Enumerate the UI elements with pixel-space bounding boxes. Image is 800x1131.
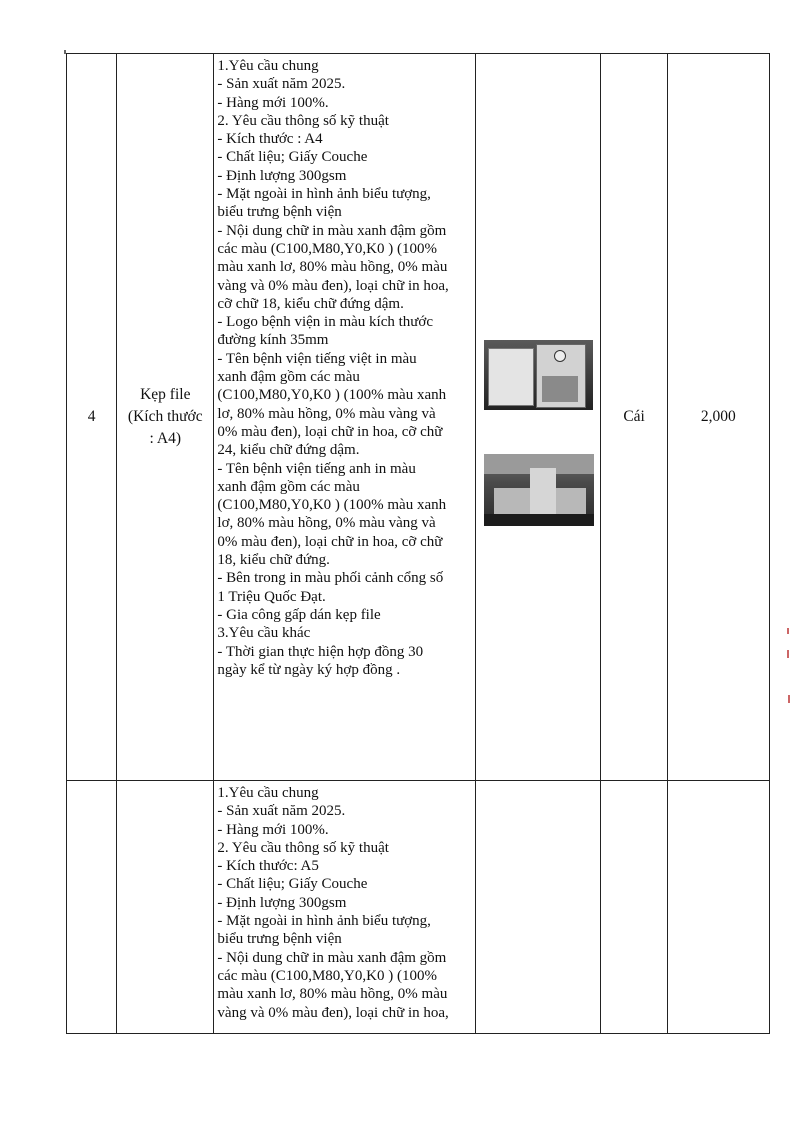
spec-line: các màu (C100,M80,Y0,K0 ) (100%	[217, 967, 437, 984]
spec-line: - Tên bệnh viện tiếng việt in màu	[217, 350, 417, 367]
folder-photo	[484, 340, 593, 410]
quantity-cell: 2,000	[667, 54, 769, 781]
image-cell	[476, 781, 601, 1034]
scan-speck	[787, 628, 789, 634]
spec-line: biểu trưng bệnh viện	[217, 931, 342, 948]
stt-cell: 4	[67, 54, 117, 781]
quantity-cell	[667, 781, 769, 1034]
spec-table	[66, 53, 770, 1034]
spec-line: - Định lượng 300gsm	[217, 167, 347, 184]
spec-line: (C100,M80,Y0,K0 ) (100% màu xanh	[217, 387, 447, 404]
spec-line: lơ, 80% màu hồng, 0% màu vàng và	[217, 515, 436, 532]
spec-line: - Logo bệnh viện in màu kích thước	[217, 314, 434, 331]
spec-line: màu xanh lơ, 80% màu hồng, 0% màu	[217, 259, 448, 276]
scan-speck	[64, 50, 66, 54]
spec-line: 1 Triệu Quốc Đạt.	[217, 588, 326, 605]
spec-line: - Định lượng 300gsm	[217, 894, 347, 911]
spec-line: vàng và 0% màu đen), loại chữ in hoa,	[217, 1004, 449, 1021]
spec-line: 1.Yêu cầu chung	[217, 58, 319, 74]
spec-line: - Nội dung chữ in màu xanh đậm gồm	[217, 949, 447, 966]
spec-line: 1.Yêu cầu chung	[217, 785, 319, 801]
spec-line: - Gia công gấp dán kẹp file	[217, 606, 381, 623]
spec-line: cỡ chữ 18, kiểu chữ đứng dậm.	[217, 295, 404, 312]
product-name-cell	[117, 54, 214, 781]
spec-line: - Hàng mới 100%.	[217, 821, 329, 838]
spec-cell	[214, 781, 476, 1034]
building-photo	[484, 454, 594, 526]
spec-line: - Nội dung chữ in màu xanh đậm gồm	[217, 222, 447, 239]
product-name-line: (Kích thước	[127, 408, 203, 425]
spec-line: 18, kiểu chữ đứng.	[217, 552, 330, 569]
spec-line: 24, kiểu chữ đứng dậm.	[217, 442, 360, 459]
spec-line: vàng và 0% màu đen), loại chữ in hoa,	[217, 277, 449, 294]
product-name-line: Kẹp file	[140, 386, 191, 403]
spec-line: (C100,M80,Y0,K0 ) (100% màu xanh	[217, 497, 447, 514]
unit-cell	[601, 781, 667, 1034]
spec-line: xanh đậm gồm các màu	[217, 478, 360, 495]
spec-cell	[214, 54, 476, 781]
spec-line: ngày kể từ ngày ký hợp đồng .	[217, 661, 401, 678]
spec-line: 0% màu đen), loại chữ in hoa, cỡ chữ	[217, 423, 443, 440]
product-name-cell	[117, 781, 214, 1034]
spec-line: đường kính 35mm	[217, 332, 329, 349]
spec-line: 0% màu đen), loại chữ in hoa, cỡ chữ	[217, 533, 443, 550]
spec-line: - Chất liệu; Giấy Couche	[217, 149, 368, 166]
spec-line: - Thời gian thực hiện hợp đồng 30	[217, 643, 424, 660]
spec-line: - Sản xuất năm 2025.	[217, 76, 346, 93]
spec-line: - Hàng mới 100%.	[217, 94, 329, 111]
spec-line: 2. Yêu cầu thông số kỹ thuật	[217, 839, 389, 856]
image-cell	[476, 54, 601, 781]
spec-line: - Tên bệnh viện tiếng anh in màu	[217, 460, 416, 477]
product-name-line: : A4)	[149, 430, 181, 447]
scan-speck	[788, 695, 790, 703]
spec-line: xanh đậm gồm các màu	[217, 369, 360, 386]
spec-line: - Kích thước : A4	[217, 131, 323, 148]
spec-line: lơ, 80% màu hồng, 0% màu vàng và	[217, 405, 436, 422]
table-row	[67, 781, 770, 1034]
stt-cell	[67, 781, 117, 1034]
spec-line: - Sản xuất năm 2025.	[217, 803, 346, 820]
scan-speck	[787, 650, 789, 658]
spec-line: màu xanh lơ, 80% màu hồng, 0% màu	[217, 986, 448, 1003]
unit-cell: Cái	[601, 54, 667, 781]
spec-line: - Mặt ngoài in hình ảnh biểu tượng,	[217, 186, 431, 203]
table-row	[67, 54, 770, 781]
spec-line: biểu trưng bệnh viện	[217, 204, 342, 221]
spec-line: 2. Yêu cầu thông số kỹ thuật	[217, 112, 389, 129]
spec-line: - Chất liệu; Giấy Couche	[217, 876, 368, 893]
spec-line: - Kích thước: A5	[217, 858, 319, 875]
spec-line: 3.Yêu cầu khác	[217, 625, 311, 642]
spec-line: - Mặt ngoài in hình ảnh biểu tượng,	[217, 913, 431, 930]
spec-line: các màu (C100,M80,Y0,K0 ) (100%	[217, 240, 437, 257]
spec-line: - Bên trong in màu phối cảnh cổng số	[217, 570, 444, 587]
